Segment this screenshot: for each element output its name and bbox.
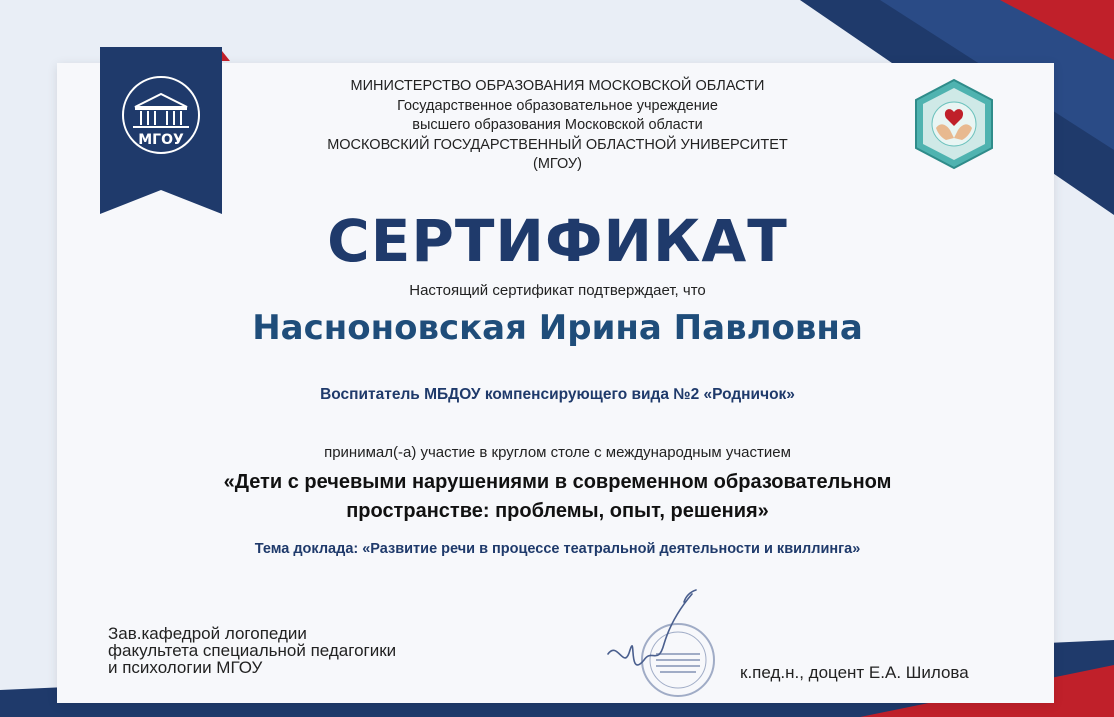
stamp-and-signature [600, 588, 750, 700]
person-name: Насноновская Ирина Павловна [252, 308, 863, 348]
header-university: МОСКОВСКИЙ ГОСУДАРСТВЕННЫЙ ОБЛАСТНОЙ УНИВЕРСИТЕТ [327, 136, 788, 153]
event-title [150, 468, 965, 526]
signatory-title [108, 625, 468, 676]
signatory-line: Зав.кафедрой логопедии [108, 624, 307, 643]
signatory-line: и психологии МГОУ [108, 658, 263, 677]
university-logo-ribbon [100, 47, 222, 214]
person-position: Воспитатель МБДОУ компенсирующего вида №2 «Родничок» [320, 386, 795, 403]
logo-text: МГОУ [138, 132, 184, 148]
ribbon-fold [222, 51, 230, 61]
header-block [250, 77, 865, 175]
header-ministry: МИНИСТЕРСТВО ОБРАЗОВАНИЯ МОСКОВСКОЙ ОБЛАСТИ [350, 78, 765, 94]
report-topic: Тема доклада: «Развитие речи в процессе театральной деятельности и квиллинга» [254, 541, 861, 557]
signatory-name: к.пед.н., доцент Е.А. Шилова [740, 663, 969, 682]
event-title-line: «Дети с речевыми нарушениями в современном образовательном [223, 471, 892, 493]
header-institution-type: Государственное образовательное учреждение [397, 97, 718, 114]
event-title-line: пространстве: проблемы, опыт, решения» [346, 500, 769, 522]
header-region: высшего образования Московской области [412, 117, 703, 133]
certificate-title: СЕРТИФИКАТ [327, 207, 788, 275]
participation-text: принимал(-а) участие в круглом столе с международным участием [324, 444, 791, 461]
signatory-line: факультета специальной педагогики [108, 641, 397, 660]
hands-heart-emblem-icon [908, 78, 1000, 170]
confirm-text: Настоящий сертификат подтверждает, что [409, 282, 706, 299]
header-abbreviation: (МГОУ) [533, 156, 582, 172]
official-stamp [642, 624, 714, 696]
